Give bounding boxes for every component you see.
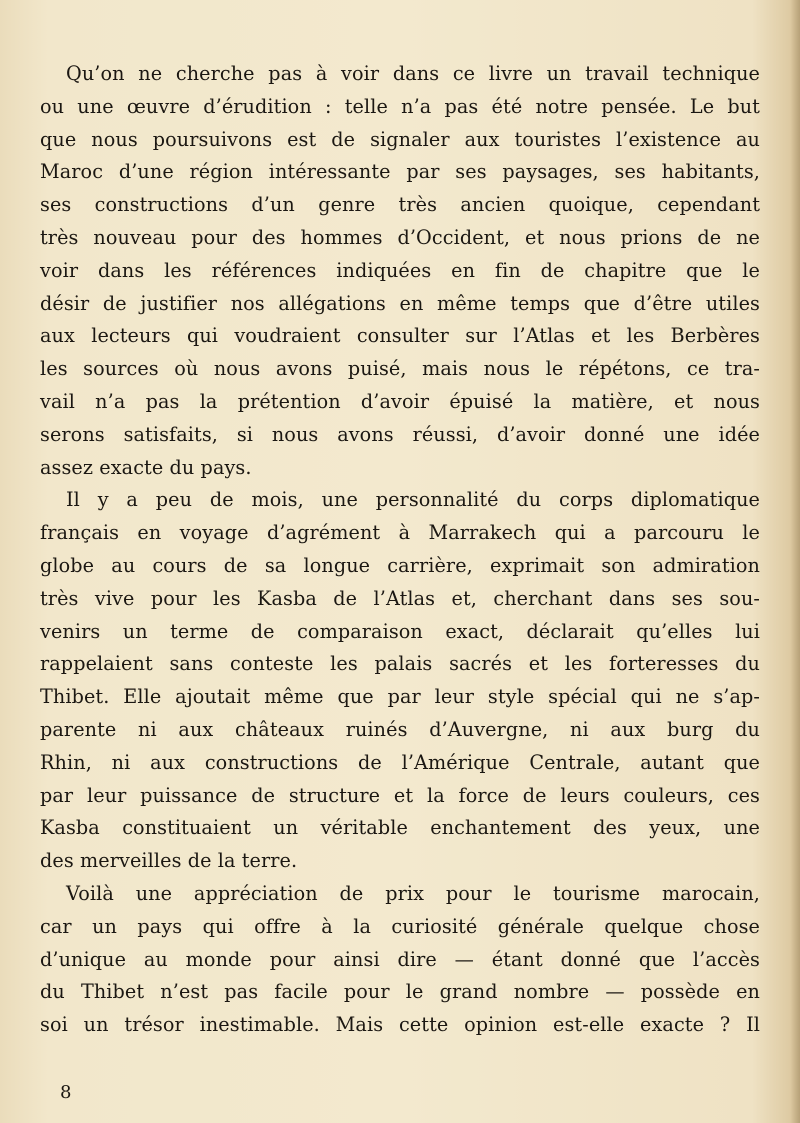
text-line: d’unique au monde pour ainsi dire — étant donné que l’accès <box>40 947 760 971</box>
text-line: Maroc d’une région intéressante par ses paysages, ses habitants, <box>40 160 760 184</box>
text-line: très nouveau pour des hommes d’Occident, et nous prions de ne <box>40 225 760 249</box>
text-line: assez exacte du pays. <box>40 455 252 479</box>
text-line: Kasba constituaient un véritable enchantement des yeux, une <box>40 816 760 840</box>
body-text <box>40 58 760 1042</box>
text-line: serons satisfaits, si nous avons réussi, d’avoir donné une idée <box>40 422 760 446</box>
text-line: désir de justifier nos allégations en même temps que d’être utiles <box>40 291 760 315</box>
text-line: par leur puissance de structure et la force de leurs couleurs, ces <box>40 783 760 807</box>
paragraph-2 <box>40 484 760 878</box>
page-number: 8 <box>60 1082 72 1103</box>
text-line: soi un trésor inestimable. Mais cette opinion est-elle exacte ? Il <box>40 1013 760 1037</box>
text-line: Il y a peu de mois, une personnalité du corps diplomatique <box>66 488 760 512</box>
paragraph-1 <box>40 58 760 484</box>
text-line: vail n’a pas la prétention d’avoir épuisé la matière, et nous <box>40 389 760 413</box>
text-line: aux lecteurs qui voudraient consulter sur l’Atlas et les Berbères <box>40 324 760 348</box>
text-line: français en voyage d’agrément à Marrakech qui a parcouru le <box>40 521 760 545</box>
text-line: les sources où nous avons puisé, mais nous le répétons, ce tra- <box>40 357 760 381</box>
text-line: que nous poursuivons est de signaler aux touristes l’existence au <box>40 127 760 151</box>
page-edge-shadow <box>790 0 800 1123</box>
text-line: des merveilles de la terre. <box>40 849 298 873</box>
text-line: Rhin, ni aux constructions de l’Amérique Centrale, autant que <box>40 750 760 774</box>
text-line: car un pays qui offre à la curiosité générale quelque chose <box>40 914 760 938</box>
text-line: ses constructions d’un genre très ancien quoique, cependant <box>40 193 760 217</box>
text-line: Thibet. Elle ajoutait même que par leur style spécial qui ne s’ap- <box>40 685 760 709</box>
text-line: très vive pour les Kasba de l’Atlas et, cherchant dans ses sou- <box>40 586 760 610</box>
text-line: Voilà une appréciation de prix pour le tourisme marocain, <box>66 881 760 905</box>
text-line: globe au cours de sa longue carrière, exprimait son admiration <box>40 553 760 577</box>
text-line: du Thibet n’est pas facile pour le grand nombre — possède en <box>40 980 760 1004</box>
text-line: venirs un terme de comparaison exact, déclarait qu’elles lui <box>40 619 760 643</box>
text-line: voir dans les références indiquées en fin de chapitre que le <box>40 258 760 282</box>
paragraph-3 <box>40 878 760 1042</box>
text-line: ou une œuvre d’érudition : telle n’a pas été notre pensée. Le but <box>40 94 760 118</box>
text-line: Qu’on ne cherche pas à voir dans ce livre un travail technique <box>66 62 760 85</box>
text-line: rappelaient sans conteste les palais sacrés et les forteresses du <box>40 652 760 676</box>
text-line: parente ni aux châteaux ruinés d’Auvergne, ni aux burg du <box>40 717 760 741</box>
